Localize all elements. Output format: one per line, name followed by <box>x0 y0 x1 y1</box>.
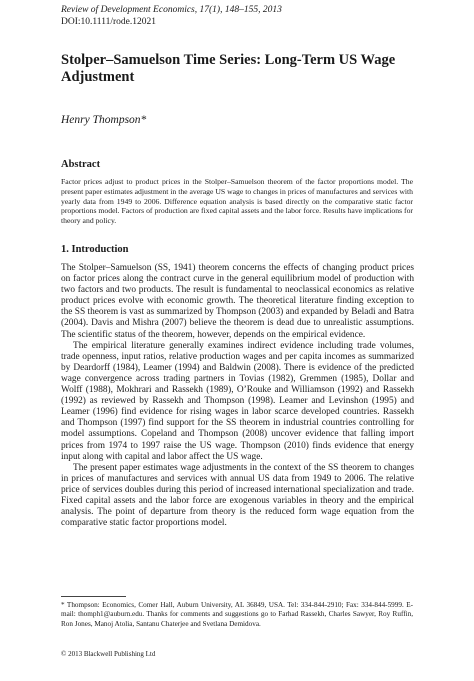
paragraph: The present paper estimates wage adjustments in the context of the SS theorem to changes in prices of manufactures and services with annual US data from 1949 to 2006. The relative price of services doubles during this period of increased international specialization and trade. Fixed capital assets and the labor force are exogenous variables in theory and the empirical analysis. The point of departure from theory is the reduced form wage equation from the comparative static factor proportions model. <box>61 462 414 529</box>
journal-citation: Review of Development Economics, 17(1), 148–155, 2013 <box>61 5 282 15</box>
paper-title: Stolper–Samuelson Time Series: Long-Term US Wage Adjustment <box>61 52 396 85</box>
copyright: © 2013 Blackwell Publishing Ltd <box>61 650 156 658</box>
abstract-text: Factor prices adjust to product prices in the Stolper–Samuelson theorem of the factor proportions model. The present paper estimates adjustment in the average US wage to changes in prices of manufactures and services with yearly data from 1949 to 2006. Difference equation analysis is based directly on the comparative static factor proportions model. Factors of production are fixed capital assets and the labor force. Results have implications for theory and policy. <box>61 177 414 226</box>
paragraph: The Stolper–Samuelson (SS, 1941) theorem concerns the effects of changing product prices on factor prices along the contract curve in the general equilibrium model of production with two factors and two products. The result is fundamental to neoclassical economics as relative product prices evolve with economic growth. The theoretical literature finding exception to the SS theorem is vast as summarized by Thompson (2003) and expanded by Beladi and Batra (2004). Davis and Mishra (2007) believe the theorem is dead due to unrealistic assumptions. The scientific status of the theorem, however, depends on the empirical evidence. <box>61 263 415 340</box>
body-text <box>61 263 414 529</box>
paragraph: The empirical literature generally examines indirect evidence including trade volumes, trade openness, input ratios, relative production wages and per capita incomes as summarized by Deardorff (1984), Leamer (1994) and Baldwin (2008). There is evidence of the predicted wage convergence across trading partners in Tovias (1982), Gremmen (1985), Dollar and Wolff (1988), Mokhrari and Rassekh (1989), O’Rouke and Williamson (1992) and Rassekh (1992) as reviewed by Rassekh and Thompson (1998). Leamer and Levinshon (1995) and Leamer (1996) find evidence for rising wages in labor scarce developed countries. Rassekh and Thompson (1997) find support for the SS theorem in industrial countries controlling for model assumptions. Copeland and Thompson (2008) uncover evidence that falling import prices from 1974 to 1997 raise the US wage. Thompson (2010) finds evidence that energy input along with capital and labor affect the US wage. <box>61 340 414 462</box>
abstract-heading: Abstract <box>61 159 101 170</box>
footnote: * Thompson: Economics, Comer Hall, Auburn University, AL 36849, USA. Tel: 334-844-2910; Fax: 334-844-5999. E-mail: thomph1@auburn.edu. Thanks for comments and suggestions go to Farhad Rassekh, Charles Sawyer, Roy Ruffin, Ron Jones, Manoj Atolia, Santanu Chaterjee and Svetlana Demidova. <box>61 601 413 628</box>
doi: DOI:10.1111/rode.12021 <box>61 17 156 27</box>
footnote-rule <box>61 596 126 597</box>
section-heading: 1. Introduction <box>61 244 129 255</box>
author-name: Henry Thompson* <box>61 114 147 126</box>
